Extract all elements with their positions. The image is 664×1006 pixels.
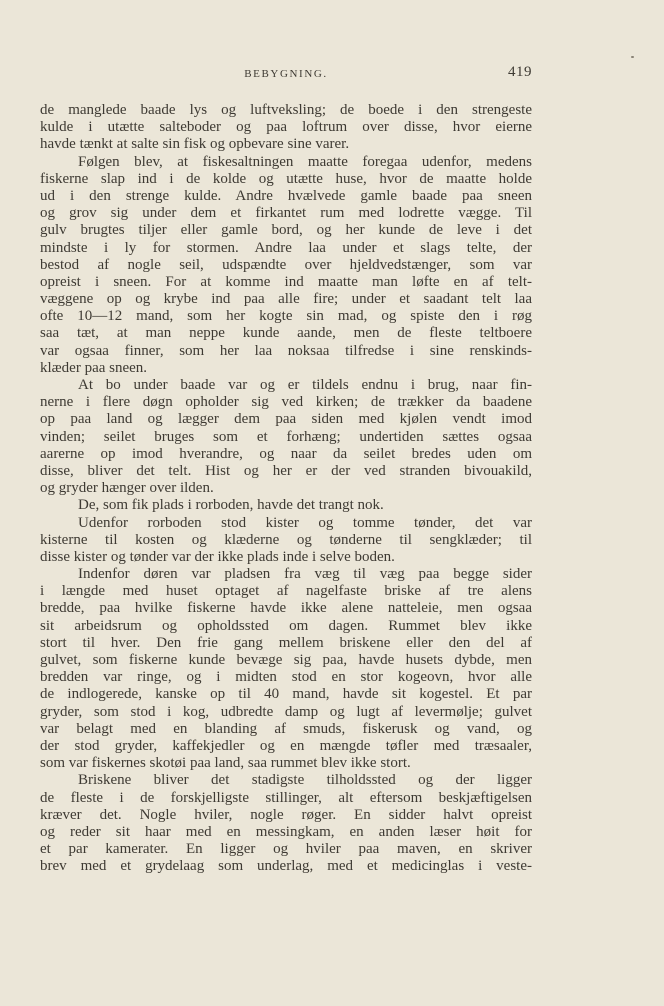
text-line: ofte 10—12 mand, som her kogte sin mad, og spiste den i røg bbox=[40, 308, 532, 325]
text-line: disse kister og tønder var der ikke plads inde i selve boden. bbox=[40, 548, 395, 565]
text-line: opreist i sneen. For at komme ind maatte man løfte en af telt- bbox=[40, 273, 532, 290]
text-line: nerne i flere døgn opholder sig ved kirken; de trækker da baadene bbox=[40, 394, 532, 411]
body-text bbox=[40, 102, 532, 875]
text-line: gryder, som stod i kog, udbredte damp og lugt af levermølje; gulvet bbox=[40, 703, 532, 720]
text-line: disse, bliver det telt. Hist og her er der ved stranden bivouakild, bbox=[40, 462, 532, 479]
text-line: de manglede baade lys og luftveksling; de boede i den strengeste bbox=[40, 102, 532, 118]
text-line: de indlogerede, kanske op til 40 mand, havde sit kogestel. Et par bbox=[40, 686, 532, 703]
text-line: gulvet, som fiskerne kunde bevæge sig paa, havde husets dybde, men bbox=[40, 652, 532, 668]
text-line: op paa land og lægger dem paa siden med kjølen vendt imod bbox=[40, 411, 532, 428]
text-line: brev med et grydelaag som underlag, med et medicinglas i veste- bbox=[40, 858, 532, 875]
text-line: Følgen blev, at fiskesaltningen maatte foregaa udenfor, medens bbox=[78, 153, 532, 170]
page-header bbox=[40, 64, 532, 86]
text-line: sit arbeidsrum og opholdssted om dagen. Rummet blev ikke bbox=[40, 617, 532, 634]
text-line: klæder paa sneen. bbox=[40, 359, 148, 376]
text-line: bredden var ringe, og i midten stod en stor kogeovn, hvor alle bbox=[40, 669, 532, 686]
text-line: De, som fik plads i rorboden, havde det trangt nok. bbox=[78, 497, 384, 514]
text-line: saa tæt, at man neppe kunde aande, men de fleste teltboere bbox=[40, 325, 532, 342]
text-line: og reder sit haar med en messingkam, en anden læser høit for bbox=[40, 823, 532, 840]
text-line: et par kamerater. En ligger og hviler paa maven, en skriver bbox=[40, 841, 532, 858]
page-number: 419 bbox=[508, 64, 532, 80]
text-line: som var fiskernes skotøi paa land, saa rummet blev ikke stort. bbox=[40, 755, 411, 772]
text-line: der stod gryder, kaffekjedler og en mængde tøfler med træsaaler, bbox=[40, 737, 532, 754]
text-line: Briskene bliver det stadigste tilholdssted og der ligger bbox=[78, 772, 532, 789]
text-line: var ogsaa finner, som her laa noksaa tilfredse i sine renskinds- bbox=[40, 342, 532, 359]
text-line: Indenfor døren var pladsen fra væg til væg paa begge sider bbox=[78, 566, 532, 583]
text-line: fiskerne slap ind i de kolde og utætte huse, hvor de maatte holde bbox=[40, 170, 532, 187]
text-line: og gryder hænger over ilden. bbox=[40, 480, 214, 497]
text-line: gulv brugtes tiljer eller gamle bord, og her kunde de leve i det bbox=[40, 222, 532, 239]
running-title: BEBYGNING. bbox=[244, 68, 328, 80]
text-line: vinden; seilet bruges som et forhæng; undertiden sættes ogsaa bbox=[40, 428, 532, 445]
text-line: aarerne op imod hverandre, og naar da seilet bredes uden om bbox=[40, 445, 532, 462]
text-line: kræver det. Nogle hviler, nogle røger. En sidder halvt opreist bbox=[40, 806, 532, 823]
text-line: i længde med huset optaget af nagelfaste briske af tre alens bbox=[40, 583, 532, 600]
text-line: ud i den strenge kulde. Andre hvælvede gamle baade paa sneen bbox=[40, 187, 532, 204]
text-line: At bo under baade var og er tildels endnu i brug, naar fin- bbox=[78, 377, 532, 393]
text-line: mindste i ly for stormen. Andre laa under et slags telte, der bbox=[40, 239, 532, 256]
text-line: bredde, paa hvilke fiskerne havde ikke alene natteleie, men ogsaa bbox=[40, 600, 532, 617]
text-line: og grov sig under dem et firkantet rum med lodrette vægge. Til bbox=[40, 205, 532, 222]
text-line: bestod af nogle seil, udspændte over hjeldvedstænger, som var bbox=[40, 256, 532, 273]
text-line: væggene op og krybe ind paa alle fire; under et saadant telt laa bbox=[40, 291, 532, 308]
text-line: kisterne til kosten og klæderne og tønderne til sengklæder; til bbox=[40, 531, 532, 548]
text-line: stort til hver. Den frie gang mellem briskene eller den del af bbox=[40, 634, 532, 651]
text-line: var belagt med en blanding af smuds, fiskerusk og vand, og bbox=[40, 720, 532, 737]
text-line: kulde i utætte salteboder og paa loftrum over disse, hvor eierne bbox=[40, 119, 532, 136]
paper-speck bbox=[631, 56, 634, 58]
text-line: de fleste i de forskjelligste stillinger, alt eftersom beskjæftigelsen bbox=[40, 789, 532, 806]
text-line: havde tænkt at salte sin fisk og opbevare sine varer. bbox=[40, 136, 350, 153]
text-line: Udenfor rorboden stod kister og tomme tønder, det var bbox=[78, 514, 532, 531]
